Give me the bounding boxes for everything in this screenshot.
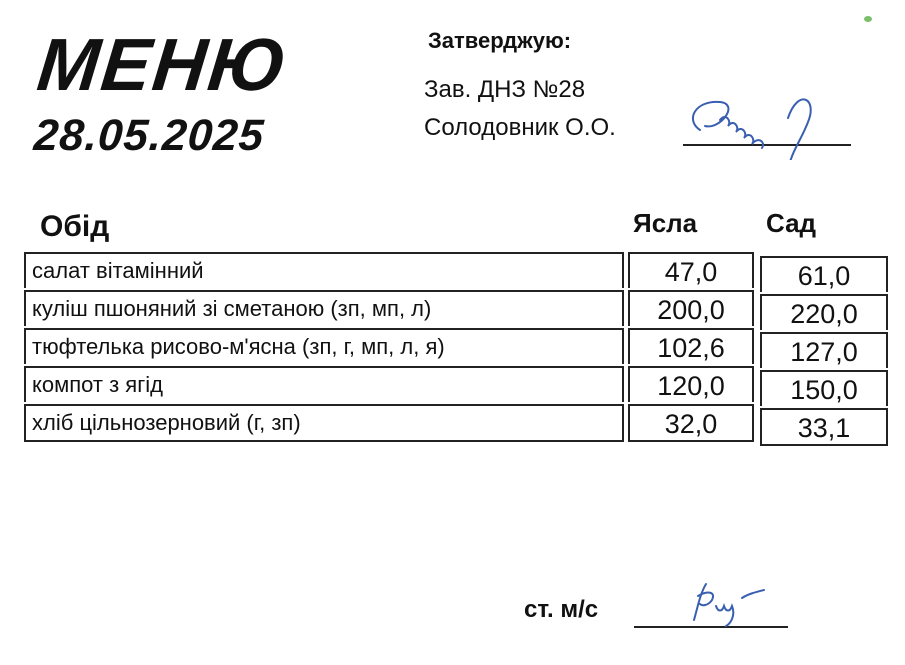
nurse-label: ст. м/с	[524, 596, 599, 623]
menu-title: МЕНЮ	[33, 23, 292, 106]
sad-portion: 61,0	[760, 256, 888, 292]
column-header-sad: Сад	[766, 208, 817, 238]
yasla-portion: 200,0	[628, 290, 754, 326]
table-row	[24, 366, 890, 404]
table-row	[24, 252, 890, 290]
approval-name: Солодовник О.О.	[424, 114, 616, 141]
section-title-lunch: Обід	[40, 210, 110, 243]
dish-name: тюфтелька рисово-м'ясна (зп, г, мп, л, я)	[24, 328, 624, 364]
yasla-portion: 120,0	[628, 366, 754, 402]
sad-portion: 220,0	[760, 294, 888, 330]
column-header-yasla: Ясла	[633, 208, 698, 238]
director-signature	[680, 90, 830, 160]
green-dot-mark	[864, 16, 872, 22]
sad-portion: 33,1	[760, 408, 888, 446]
sad-portion: 150,0	[760, 370, 888, 406]
dish-name: компот з ягід	[24, 366, 624, 402]
nurse-signature	[676, 576, 776, 628]
yasla-portion: 32,0	[628, 404, 754, 442]
table-row	[24, 328, 890, 366]
dish-name: хліб цільнозерновий (г, зп)	[24, 404, 624, 442]
menu-date: 28.05.2025	[32, 111, 266, 160]
menu-table	[24, 252, 890, 442]
sad-portion: 127,0	[760, 332, 888, 368]
table-row	[24, 290, 890, 328]
approval-heading: Затверджую:	[428, 28, 572, 53]
yasla-portion: 47,0	[628, 252, 754, 288]
yasla-portion: 102,6	[628, 328, 754, 364]
approval-position: Зав. ДНЗ №28	[424, 76, 586, 103]
dish-name: салат вітамінний	[24, 252, 624, 288]
dish-name: куліш пшоняний зі сметаною (зп, мп, л)	[24, 290, 624, 326]
table-row	[24, 404, 890, 442]
